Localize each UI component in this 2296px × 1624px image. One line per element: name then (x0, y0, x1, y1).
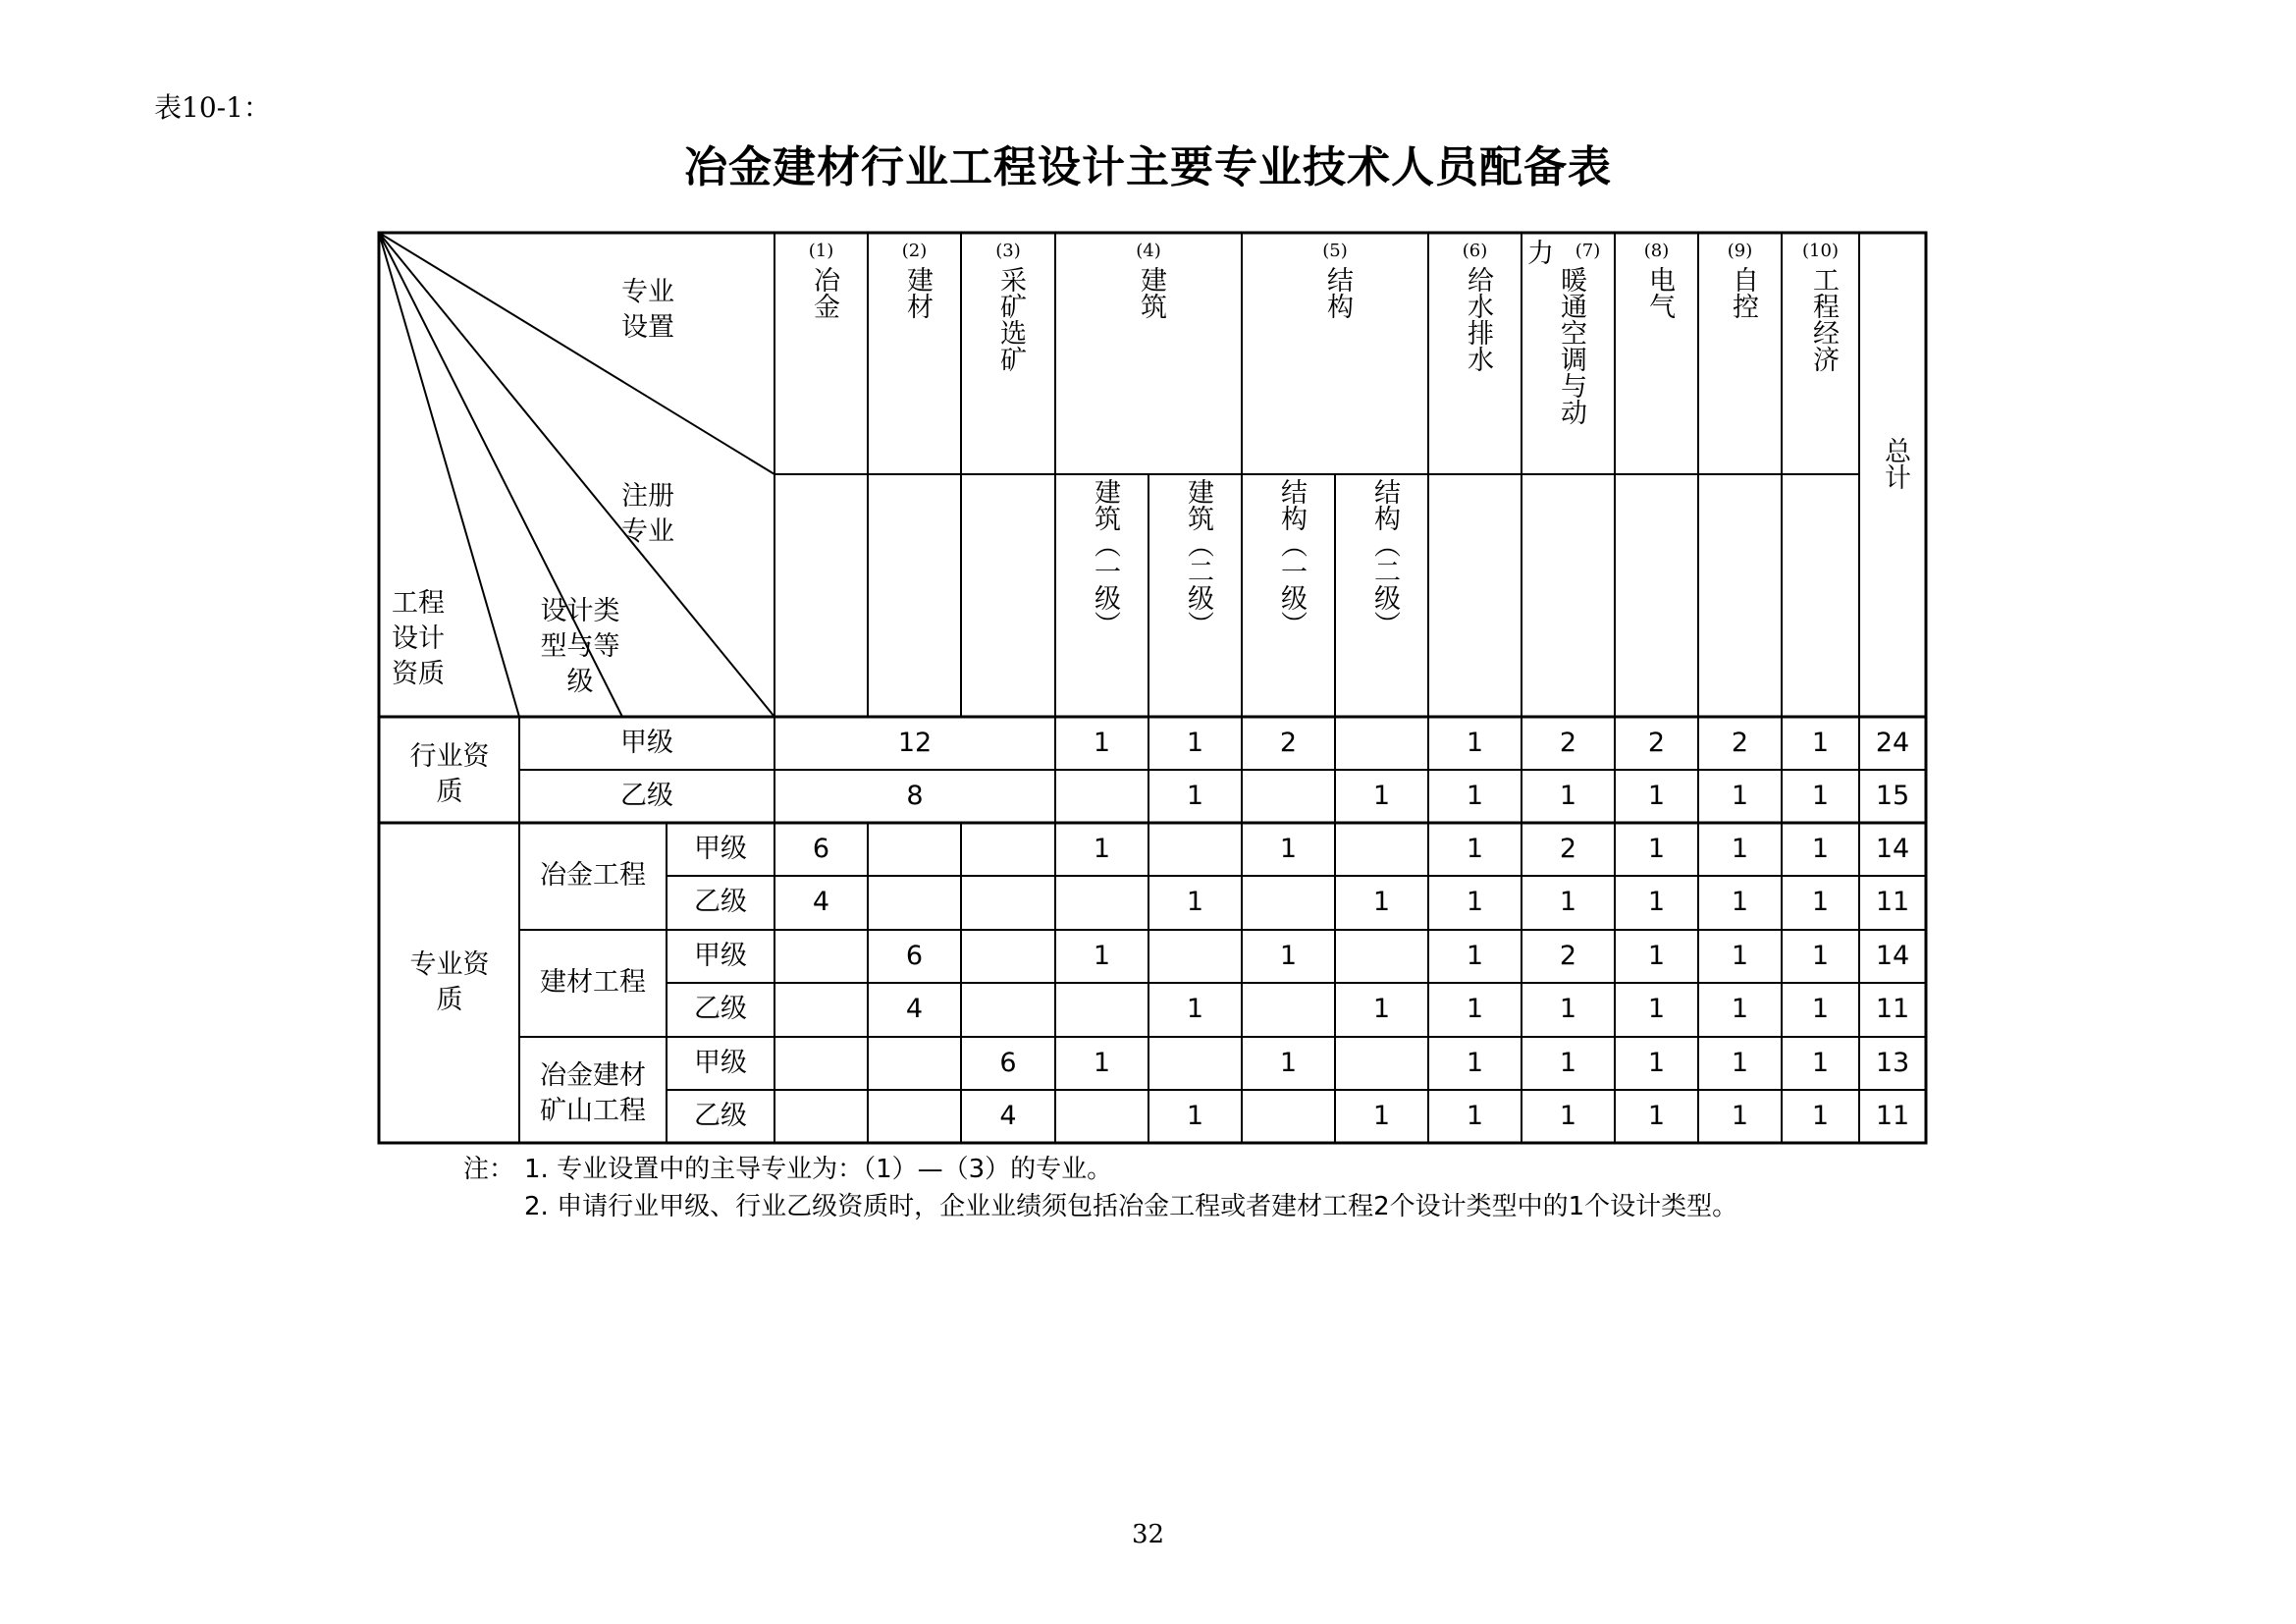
c2-value: 6 (905, 941, 924, 971)
water-value: 1 (1466, 834, 1484, 864)
arch2-value: 1 (1186, 781, 1204, 811)
arch1-value: 1 (1093, 728, 1111, 758)
econ-value: 1 (1811, 994, 1830, 1024)
hvac-value: 1 (1559, 1048, 1577, 1078)
econ-value: 1 (1811, 941, 1830, 971)
hvac-value: 1 (1559, 1101, 1577, 1131)
water-value: 1 (1466, 941, 1484, 971)
c3-value: 4 (999, 1101, 1017, 1131)
col-header-hvac-overflow: 力 (1527, 239, 1554, 269)
ctrl-value: 1 (1731, 781, 1749, 811)
econ-value: 1 (1811, 834, 1830, 864)
col-number: (4) (1136, 241, 1161, 261)
econ-value: 1 (1811, 1101, 1830, 1131)
grade-label: 甲级 (694, 834, 747, 864)
design-type-label: 冶金工程 (540, 860, 646, 891)
reg-header-structure-2: 结构（二级） (1369, 478, 1400, 637)
col-header-structure: 结构 (1322, 266, 1353, 319)
total-value: 24 (1875, 728, 1910, 758)
elec-value: 1 (1647, 834, 1666, 864)
note-item: 2. 申请行业甲级、行业乙级资质时，企业业绩须包括冶金工程或者建材工程2个设计类型中的1个设计类型。 (524, 1192, 1738, 1221)
col-header-hvac: 暖通空调与动 (1556, 266, 1586, 425)
col-number: (8) (1643, 241, 1670, 261)
page-number: 32 (1131, 1520, 1165, 1549)
col-header-economics: 工程经济 (1808, 266, 1839, 372)
elec-value: 1 (1647, 781, 1666, 811)
reg-header-structure-1: 结构（一级） (1276, 478, 1307, 637)
grade-label: 乙级 (620, 781, 673, 811)
corner-registered-major: 注册专业 (621, 481, 674, 547)
ctrl-value: 1 (1731, 941, 1749, 971)
arch1-value: 1 (1093, 941, 1111, 971)
arch2-value: 1 (1186, 887, 1204, 917)
c1-value: 6 (812, 834, 830, 864)
col-header-automation: 自控 (1728, 266, 1758, 319)
econ-value: 1 (1811, 728, 1830, 758)
c1-value: 4 (812, 887, 830, 917)
water-value: 1 (1466, 1048, 1484, 1078)
total-value: 11 (1875, 1101, 1910, 1131)
col-number: (10) (1802, 241, 1839, 261)
elec-value: 1 (1647, 1048, 1666, 1078)
hvac-value: 1 (1559, 887, 1577, 917)
elec-value: 1 (1647, 994, 1666, 1024)
arch1-value: 1 (1093, 1048, 1111, 1078)
design-type-label (519, 1058, 667, 1129)
col-header-architecture: 建筑 (1136, 266, 1166, 319)
total-value: 15 (1875, 781, 1910, 811)
str1-value: 1 (1279, 1048, 1298, 1078)
grade-label: 乙级 (694, 887, 747, 917)
grade-label: 甲级 (694, 941, 747, 971)
str2-value: 1 (1372, 994, 1391, 1024)
total-value: 11 (1875, 994, 1910, 1024)
design-type-line: 冶金建材 (540, 1060, 646, 1091)
ctrl-value: 1 (1731, 834, 1749, 864)
water-value: 1 (1466, 728, 1484, 758)
industry-qualification-label: 行业资质 (409, 741, 490, 807)
c2-value: 4 (905, 994, 924, 1024)
main-value: 8 (906, 781, 924, 811)
water-value: 1 (1466, 887, 1484, 917)
str2-value: 1 (1372, 887, 1391, 917)
reg-header-architecture-2: 建筑（二级） (1183, 478, 1213, 637)
str2-value: 1 (1372, 781, 1391, 811)
corner-qualification: 工程设计资质 (392, 588, 445, 689)
ctrl-value: 2 (1731, 728, 1749, 758)
col-number: (1) (808, 241, 834, 261)
grade-label: 甲级 (694, 1048, 747, 1078)
ctrl-value: 1 (1731, 1101, 1749, 1131)
table-label: 表10-1： (154, 91, 271, 124)
elec-value: 1 (1647, 941, 1666, 971)
arch2-value: 1 (1186, 728, 1204, 758)
col-number: (7) (1575, 241, 1601, 261)
staffing-table (377, 231, 1928, 1145)
hvac-value: 1 (1559, 994, 1577, 1024)
water-value: 1 (1466, 994, 1484, 1024)
col-number: (9) (1727, 241, 1753, 261)
hvac-value: 2 (1559, 834, 1577, 864)
design-type-line: 矿山工程 (540, 1096, 646, 1126)
total-value: 13 (1875, 1048, 1910, 1078)
hvac-value: 2 (1559, 728, 1577, 758)
col-number: (3) (995, 241, 1021, 261)
ctrl-value: 1 (1731, 994, 1749, 1024)
specialty-qualification-label: 专业资质 (409, 949, 490, 1015)
col-number: (5) (1322, 241, 1348, 261)
total-value: 11 (1875, 887, 1910, 917)
col-header-building-materials: 建材 (902, 266, 933, 319)
col-header-electrical: 电气 (1644, 266, 1675, 319)
col-number: (2) (901, 241, 928, 261)
c3-value: 6 (999, 1048, 1017, 1078)
hvac-value: 1 (1559, 781, 1577, 811)
ctrl-value: 1 (1731, 887, 1749, 917)
str1-value: 1 (1279, 941, 1298, 971)
elec-value: 1 (1647, 1101, 1666, 1131)
note-item: 1. 专业设置中的主导专业为：（1）—（3）的专业。 (524, 1155, 1113, 1184)
hvac-value: 2 (1559, 941, 1577, 971)
str1-value: 2 (1279, 728, 1298, 758)
col-header-metallurgy: 冶金 (809, 266, 839, 319)
notes-prefix: 注： (463, 1155, 515, 1184)
main-value: 12 (897, 728, 933, 758)
water-value: 1 (1466, 781, 1484, 811)
design-type-label: 建材工程 (540, 967, 646, 998)
str1-value: 1 (1279, 834, 1298, 864)
col-number: (6) (1462, 241, 1488, 261)
col-header-mining: 采矿选矿 (995, 266, 1026, 372)
water-value: 1 (1466, 1101, 1484, 1131)
grade-label: 乙级 (694, 994, 747, 1024)
arch1-value: 1 (1093, 834, 1111, 864)
document-title: 冶金建材行业工程设计主要专业技术人员配备表 (684, 142, 1612, 192)
reg-header-architecture-1: 建筑（一级） (1090, 478, 1120, 637)
total-value: 14 (1875, 834, 1910, 864)
grade-label: 甲级 (620, 728, 673, 758)
corner-major-setting: 专业设置 (621, 277, 674, 343)
grade-label: 乙级 (694, 1101, 747, 1131)
col-header-total: 总计 (1880, 437, 1910, 490)
col-header-water: 给水排水 (1463, 266, 1493, 372)
elec-value: 1 (1647, 887, 1666, 917)
arch2-value: 1 (1186, 1101, 1204, 1131)
corner-design-type-level: 设计类型与等级 (540, 596, 620, 697)
ctrl-value: 1 (1731, 1048, 1749, 1078)
total-value: 14 (1875, 941, 1910, 971)
str2-value: 1 (1372, 1101, 1391, 1131)
econ-value: 1 (1811, 887, 1830, 917)
elec-value: 2 (1647, 728, 1666, 758)
econ-value: 1 (1811, 1048, 1830, 1078)
arch2-value: 1 (1186, 994, 1204, 1024)
econ-value: 1 (1811, 781, 1830, 811)
